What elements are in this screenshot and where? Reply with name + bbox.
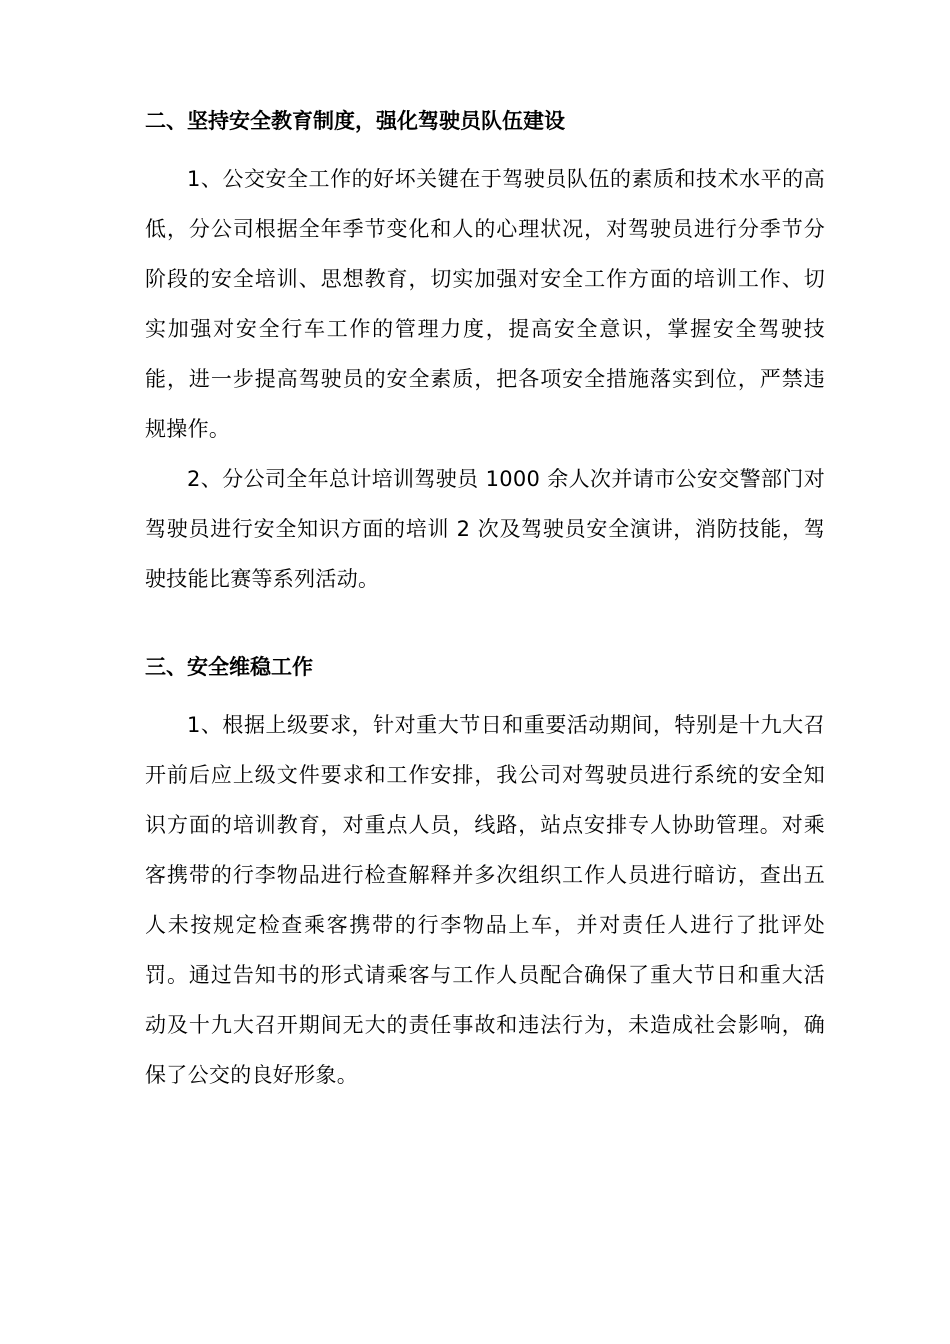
section-3 bbox=[145, 652, 825, 1100]
section-3-heading: 三、安全维稳工作 bbox=[145, 655, 313, 679]
section-2-paragraph-1: 1、公交安全工作的好坏关键在于驾驶员队伍的素质和技术水平的高低，分公司根据全年季节变化和人的心理状况，对驾驶员进行分季节分阶段的安全培训、思想教育，切实加强对安全工作方面的培训工作、切实加强对安全行车工作的管理力度，提高安全意识，掌握安全驾驶技能，进一步提高驾驶员的安全素质，把各项安全措施落实到位，严禁违规操作。 bbox=[145, 167, 825, 441]
section-2 bbox=[145, 106, 825, 604]
section-2-heading: 二、坚持安全教育制度，强化驾驶员队伍建设 bbox=[145, 109, 565, 133]
section-2-paragraph-2: 2、分公司全年总计培训驾驶员 1000 余人次并请市公安交警部门对驾驶员进行安全知识方面的培训 2 次及驾驶员安全演讲，消防技能，驾驶技能比赛等系列活动。 bbox=[145, 467, 825, 591]
section-3-paragraph-1: 1、根据上级要求，针对重大节日和重要活动期间，特别是十九大召开前后应上级文件要求和工作安排，我公司对驾驶员进行系统的安全知识方面的培训教育，对重点人员，线路，站点安排专人协助管理。对乘客携带的行李物品进行检查解释并多次组织工作人员进行暗访，查出五人未按规定检查乘客携带的行李物品上车，并对责任人进行了批评处罚。通过告知书的形式请乘客与工作人员配合确保了重大节日和重大活动及十九大召开期间无大的责任事故和违法行为，未造成社会影响，确保了公交的良好形象。 bbox=[145, 713, 825, 1087]
